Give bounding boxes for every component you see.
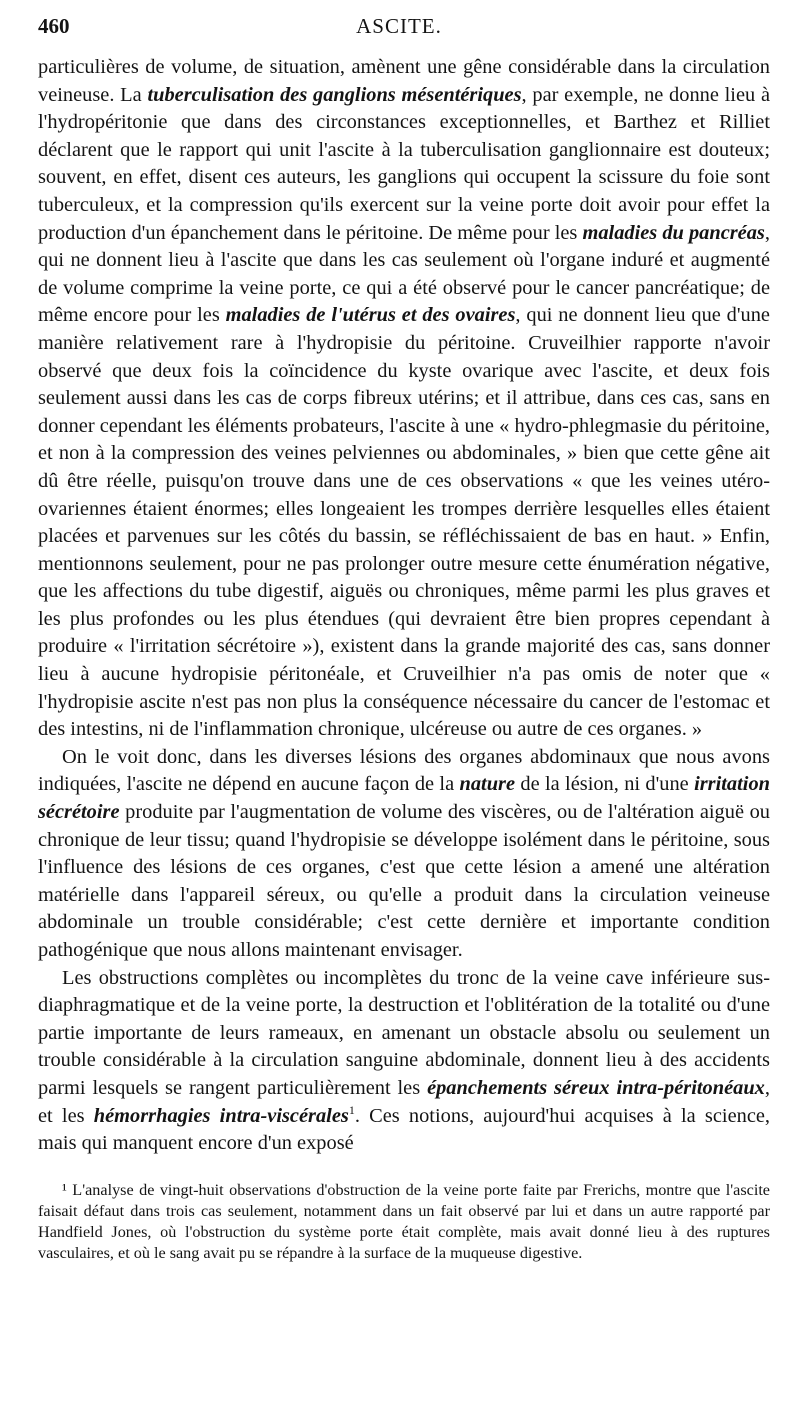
emphasis: tuberculisation des ganglions mésentériques bbox=[147, 83, 522, 106]
page-header bbox=[38, 14, 770, 54]
footnote-marker: ¹ bbox=[62, 1180, 67, 1199]
paragraph-3: Les obstructions complètes ou incomplètes du tronc de la veine cave inférieure sus-diaphragmatique et de la veine porte, la destruction et l'oblitération de la totalité ou d'une partie importante de leurs rameaux, en amenant un obstacle absolu ou seulement un trouble considérable à la circulation sanguine abdominale, donnent lieu à des accidents parmi lesquels se rangent particulièrement les épanchements séreux intra-péritonéaux, et les hémorrhagies intra-viscérales$^1$. Ces notions, aujourd'hui acquises à la science, mais qui manquent encore d'un exposé bbox=[38, 966, 771, 1155]
paragraph-2: On le voit donc, dans les diverses lésions des organes abdominaux que nous avons indiquées, l'ascite ne dépend en aucune façon de la nature de la lésion, ni d'une irritation sécrétoire produite par l'augmentation de volume des viscères, ou de l'altération aiguë ou chronique de leur tissu; quand l'hydropisie se développe isolément dans le péritoine, sous l'influence des lésions de ces organes, c'est que cette lésion a amené une altération matérielle dans l'appareil séreux, ou qu'elle a produit dans la circulation veineuse abdominale un trouble considérable; c'est cette dernière et importante condition pathogénique que nous allons maintenant envisager. bbox=[38, 745, 770, 961]
footnote-reference[interactable]: 1 bbox=[348, 1102, 355, 1117]
emphasis: maladies du pancréas bbox=[582, 221, 765, 244]
emphasis: maladies de l'utérus et des ovaires bbox=[225, 304, 516, 327]
footnote bbox=[38, 1180, 770, 1264]
running-head: ASCITE. bbox=[356, 14, 442, 38]
emphasis: hémorrhagies intra-viscérales bbox=[93, 1104, 349, 1127]
emphasis: nature bbox=[459, 773, 516, 796]
emphasis: épanchements séreux intra-péritonéaux bbox=[427, 1076, 765, 1099]
footnote-text: ¹ L'analyse de vingt-huit observations d'obstruction de la veine porte faite par Frerichs, montre que l'ascite faisait défaut dans trois cas seulement, notamment dans un fait observé par lui et dans un autre rapporté par Handfield Jones, où l'obstruction du système porte était complète, mais avait donné lieu à des ruptures vasculaires, et où le sang avait pu se répandre à la surface de la muqueuse digestive. bbox=[38, 1180, 770, 1262]
paragraph-1: particulières de volume, de situation, amènent une gêne considérable dans la circulation veineuse. La tuberculisation des ganglions mésentériques, par exemple, ne donne lieu à l'hydropéritonie que dans des circonstances exceptionnelles, et Barthez et Rilliet déclarent que le rapport qui unit l'ascite à la tuberculisation ganglionnaire est douteux; souvent, en effet, disent ces auteurs, les ganglions qui occupent la scissure du foie sont tuberculeux, et la compression qu'ils exercent sur la veine porte doit avoir pour effet la production d'un épanchement dans le péritoine. De même pour les maladies du pancréas, qui ne donnent lieu à l'ascite que dans les cas seulement où l'organe induré et augmenté de volume comprime la veine porte, ce qui a été observé pour le cancer pancréatique; de même encore pour les maladies de l'utérus et des ovaires, qui ne donnent lieu que d'une manière relativement rare à l'hydropisie du péritoine. Cruveilhier rapporte n'avoir observé que deux fois la coïncidence du kyste ovarique avec l'ascite, et deux fois seulement aussi dans les cas de corps fibreux utérins; et il attribue, dans ces cas, sans en donner cependant les éléments probateurs, l'ascite à une « hydro-phlegmasie du péritoine, et non à la compression des veines pelviennes ou abdominales, » bien que cette gêne ait dû être réelle, puisqu'on trouve dans une de ces observations « que les veines utéro-ovariennes étaient énormes; elles longeaient les trompes derrière lesquelles elles étaient placées et parvenues sur les côtés du bassin, se réfléchissaient de bas en haut. » Enfin, mentionnons seulement, pour ne pas prolonger outre mesure cette énumération négative, que les affections du tube digestif, aiguës ou chroniques, même parmi les plus graves et les plus profondes ou les plus étendues (qui devraient être bien propres cependant à produire « l'irritation sécrétoire »), existent dans la grande majorité des cas, sans donner lieu à aucune hydropisie péritonéale, et Cruveilhier n'a pas omis de noter que « l'hydropisie ascite n'est pas non plus la conséquence nécessaire du cancer de l'estomac et des intestins, ni de l'inflammation chronique, ulcéreuse ou autre de ces organes. » bbox=[38, 56, 770, 741]
emphasis: irritation sécrétoire bbox=[38, 773, 770, 824]
page-number: 460 bbox=[38, 14, 70, 38]
body-text bbox=[38, 54, 770, 1158]
